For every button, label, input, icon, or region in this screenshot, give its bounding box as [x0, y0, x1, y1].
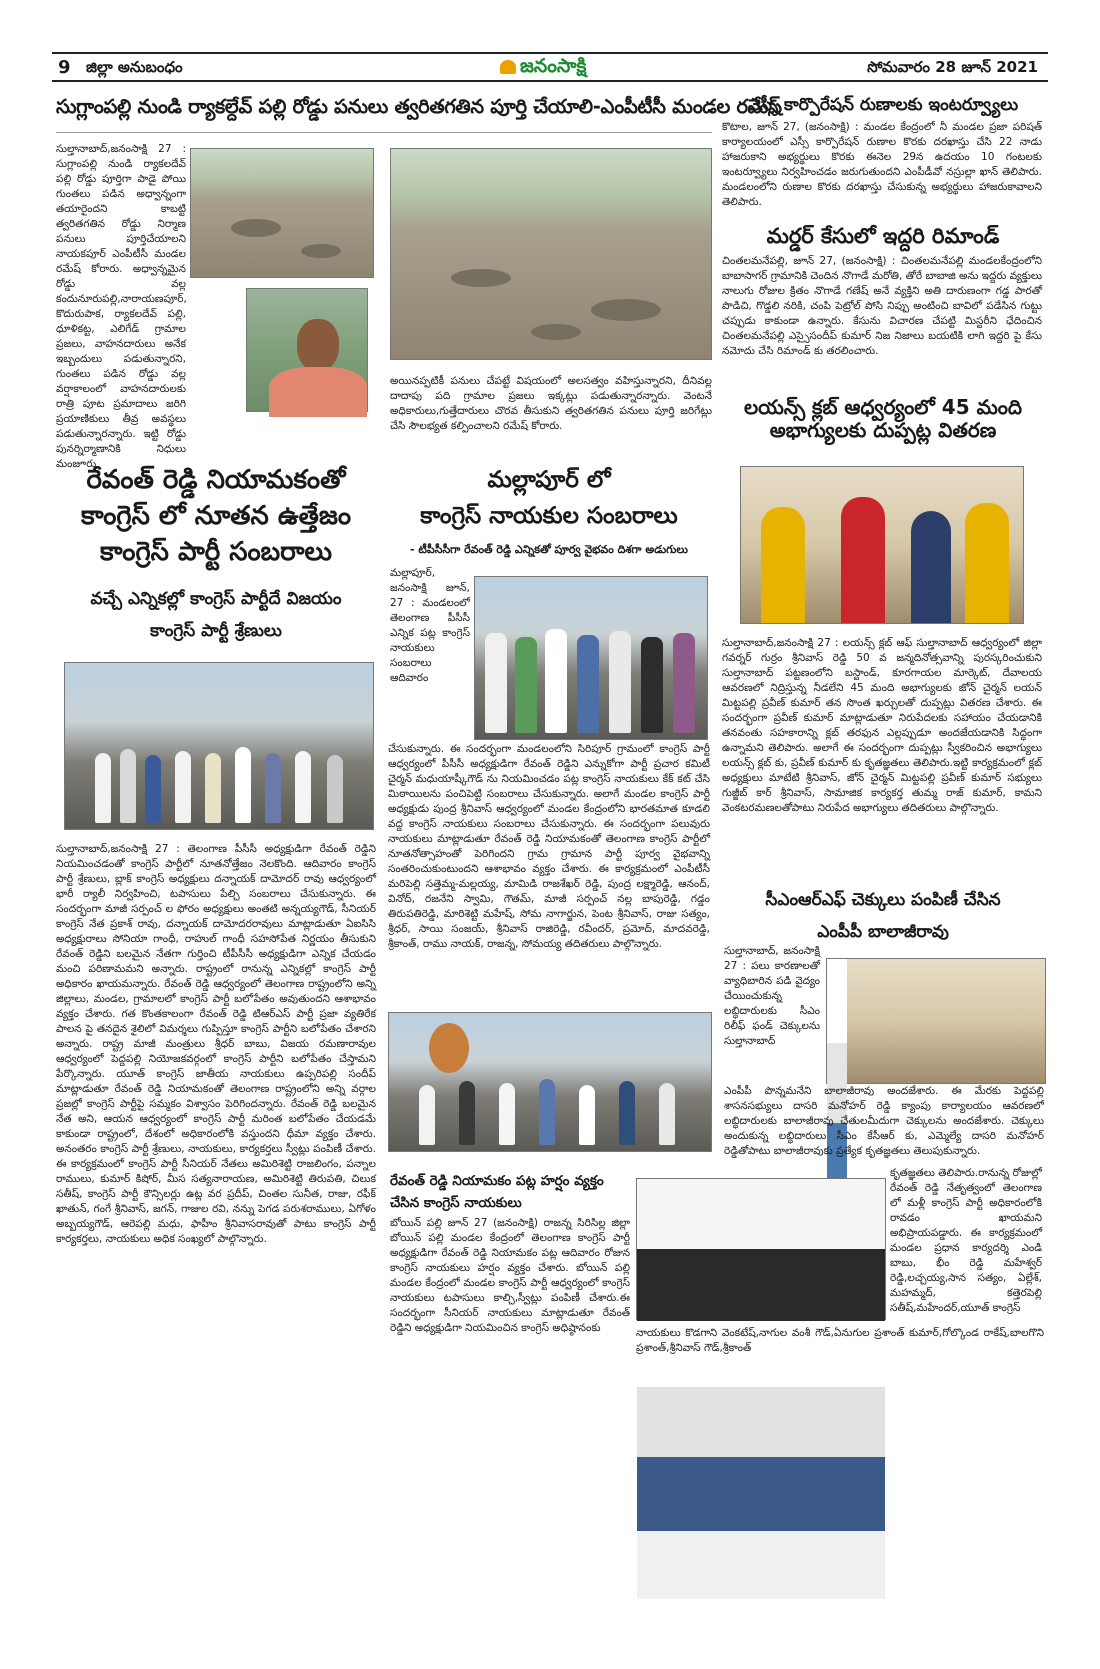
person [619, 1081, 635, 1145]
pothole [301, 244, 341, 258]
person-lions-vest [965, 503, 1009, 623]
person [577, 635, 599, 733]
page-number: 9 [58, 57, 71, 78]
person [295, 751, 311, 823]
story1-body-col1-cont [56, 292, 242, 442]
person [459, 1081, 475, 1145]
person [499, 1083, 515, 1145]
story7-headline-line: ఎంపీపీ బాలాజీరావు [817, 922, 949, 942]
story7-body: ఎంపీపీ పొన్నమనేని బాలాజీరావు అందజేశారు. ఈ మేరకు పెద్దపల్లి శాసనసభ్యులు దాసరి మనోహర్ రెడ్డి క్యాంపు కార్యాలయం ఆవరణలో లబ్ధిదారులకు బాలాజీరావు చేతులమీదుగా చెక్కులను అందజేశారు. చెక్కులు అందుకున్న లబ్ధిదారులు సీఎం కేసీఆర్ కు, ఎమ్మెల్యే దాసరి మనోహర్ రెడ్డితోపాటు బాలాజీరావుకు ప్రత్యేక కృతజ్ఞతలు తెలుపుకున్నారు. [724, 1085, 1044, 1157]
person [637, 1387, 885, 1457]
story8-celebration-photo [636, 1178, 886, 1320]
person-lions-vest [761, 507, 805, 623]
person [637, 1179, 885, 1249]
person [419, 1085, 435, 1145]
story1-road-photo-small [190, 148, 374, 278]
story3-headline: మర్డర్ కేసులో ఇద్దరి రిమాండ్ [766, 224, 1000, 248]
story6-body: చేసుకున్నారు. ఈ సందర్భంగా మండలంలోని సిరిపూర్ గ్రామంలో కాంగ్రెస్ పార్టీ ఆధ్వర్యంలో పీసీసీ అధ్యక్షుడిగా రేవంత్ రెడ్డిని ఎన్నుకోగా పార్టీ ప్రచార కమిటీ చైర్మన్ మధుయాష్కీగౌడ్ ను నియమించడం పట్ల కాంగ్రెస్ నాయకులు కేక్ కట్ చేసి మిఠాయిలను పంచిపెట్టి సంబరాలు చేసుకున్నారు. అలాగే మండల కాంగ్రెస్ పార్టీ అధ్యక్షుడు పుంద్ర శ్రీనివాస్ ఆధ్వర్యంలో మండల కేంద్రంలోని భారతమాత కూడలి వద్ద కాంగ్రెస్ నాయకులు సంబరాలు చేసుకున్నారు. ఈ సందర్భంగా పలువురు నాయకులు మాట్లాడుతూ రేవంత్ రెడ్డి నియామకంతో తెలంగాణ కాంగ్రెస్ పార్టీలో నూతనోత్సాహంతో పెరిగిందని గ్రామ గ్రామాన పార్టీ పూర్వ వైభవాన్ని సంతరించుకుంటుందని ఆశాభావం వ్యక్తం చేశారు. ఈ కార్యక్రమంలో ఎంపీటీసీ మరిపెల్లి సత్తెమ్మ-మల్లయ్య, మామిడి రాజశేఖర్ రెడ్డి, పుంద్ర లక్ష్మారెడ్డి, ఆనంద్, వినోద్, రజనేని స్వామి, గౌతమ్, మాజీ సర్పంచ్ నల్ల బాపురెడ్డి, గడ్డం తిరుపతిరెడ్డి, మారిశెట్టి మహేష్, సోమ నాగార్జున, పెంట శ్రీనివాస్, రాజు సత్యం, శ్రీధర్, సాయి సంజయ్, శ్రీనివాస్ రాజిరెడ్డి, రవీందర్, ప్రమోద్, మాదవరెడ్డి, శ్రీకాంత్, రాము నాయక్, రాజన్న, సోమయ్య తదితరులు పాల్గొన్నారు. [388, 743, 710, 950]
person [673, 633, 695, 733]
person [539, 1079, 555, 1145]
story6-rally-photo [388, 1012, 712, 1152]
story1-body-col1: సుల్తానాబాద్,జనంసాక్షి 27 : సుగ్లాంపల్లి నుండి ర్యాకలదేవ్ పల్లి రోడ్డు పూర్తిగా పాడై పోయి గుంతలు పడిన అధ్వాన్నంగా తయారైందని కాబట్టి త్వరితగతిన రోడ్డు నిర్మాణ పనులు పూర్తిచేయాలని నాయకపూర్ ఎంపీటీసీ మండల రమేష్ కోరారు. అధ్వాన్నమైన రోడ్డు వల్ల కందునూరుపల్లి,నారాయణపూర్, కొదురుపాక, ర్యాకలదేవ్ పల్లి, ధూళికట్ట, ఎలిగేడ్ గ్రామాల ప్రజలు, వాహనదారులు అనేక ఇబ్బందులు పడుతున్నారని, గుంతలు పడిన రోడ్డు వల్ల వర్షాకాలంలో వాహనదారులకు రాత్రి పూట ప్రమాదాలు జరిగి ప్రయాణికులు తీవ్ర అవస్థలు పడుతున్నారన్నారు. ఇట్టి రోడ్డు పునర్నిర్మాణానికి నిధులు మంజూరు [56, 143, 187, 470]
person [609, 631, 631, 733]
story2-headline: ఎస్సీ కార్పొరేషన్ రుణాలకు ఇంటర్వ్యూలు [747, 95, 1019, 115]
story8-body-right: కృతజ్ఞతలు తెలిపారు.రానున్న రోజుల్లో రేవంత్ రెడ్డి నేతృత్వంలో తెలంగాణ లో మళ్లీ కాంగ్రెస్ పార్టీ అధికారంలోకి రావడం ఖాయమని అభిప్రాయపడ్డారు. ఈ కార్యక్రమంలో మండల ప్రధాన కార్యదర్శి ఎండి బాబు, భీం రెడ్డి మహేశ్వర్ రెడ్డి,లచ్చయ్య,సాన సత్యం, ఏల్లేశ్, మహమ్మద్, కత్తెరపెల్లి సతీష్,మహేందర్,యూత్ కాంగ్రెస్ [890, 1167, 1042, 1314]
story8-headline-line: రేవంత్ రెడ్డి నియామకం పట్ల హర్షం వ్యక్తం [390, 1173, 604, 1189]
story5-subhead2: కాంగ్రెస్ పార్టీ శ్రేణులు [150, 621, 282, 641]
story5-headline-line: కాంగ్రెస్ పార్టీ సంబరాలు [100, 537, 332, 567]
story7-headline-line: సీఎంఆర్ఎఫ్ చెక్కులు పంపిణీ చేసిన [765, 890, 1001, 910]
issue-date: సోమవారం 28 జూన్ 2021 [867, 58, 1038, 76]
pothole [531, 324, 581, 340]
story5-subhead1: వచ్చే ఎన్నికల్లో కాంగ్రెస్ పార్టీదే విజయం [90, 589, 342, 609]
story6-cake-celebration-photo [474, 576, 708, 740]
person [265, 753, 281, 823]
story6-headline-line: మల్లాపూర్ లో [487, 467, 611, 493]
story1-road-photo-large [390, 148, 712, 360]
person [145, 755, 161, 823]
story5-body: సుల్తానాబాద్,జనంసాక్షి 27 : తెలంగాణ పీసీసీ అధ్యక్షుడిగా రేవంత్ రెడ్డిని నియమించడంతో కాంగ్రెస్ పార్టీలో నూతనోత్తేజం నెలకొంది. ఆదివారం కాంగ్రెస్ పార్టీ శ్రేణులు, బ్లాక్ కాంగ్రెస్ అధ్యక్షులు దన్నాయక్ దామోదర్ రావు ఆధ్వర్యంలో భారీ ర్యాలీ నిర్వహించి, టపాసులు పేల్చి సంబరాలు చేసుకున్నారు. ఈ సందర్భంగా మాజీ సర్పంచ్ ల ఫోరం అధ్యక్షులు అంతటి అన్నయ్యగౌడ్, సీనియర్ కాంగ్రెస్ నేత ప్రకాశ్ రావు, దన్నాయక్ దామోదరరావులు మాట్లాడుతూ ఏఐసిసి అధ్యక్షురాలు సోనియా గాంధీ, రాహుల్ గాంధీ సహసోపేత నిర్ణయం తీసుకుని రేవంత్ రెడ్డిని బలమైన నేతగా గుర్తించి టీపీసీసీ అధ్యక్షుడిగా ఎన్నిక చేయడం మంచి పరిణామమని అన్నారు. రాష్ట్రంలో రానున్న ఎన్నికల్లో కాంగ్రెస్ పార్టీ అధికారం ఖాయమన్నారు. రేవంత్ రెడ్డి ఆధ్వర్యంలో తెలంగాణ రాష్ట్రంలోని అన్ని జిల్లాలు, మండల, గ్రామాలలో కాంగ్రెస్ పార్టీ బలోపేతం అవుతుందని ఆశాభావం వ్యక్తం చేశారు. గత కొంతకాలంగా రేవంత్ రెడ్డి టిఆర్ఎస్ పార్టీ ప్రజా వ్యతిరేక పాలన పై తనదైన శైలిలో విమర్శలు గుప్పిస్తూ కాంగ్రెస్ పార్టీని బలోపేతం చేశారని అన్నారు. రాష్ట్ర మాజీ మంత్రులు శ్రీధర్ బాబు, విజయ రమణారావుల ఆధ్వర్యంలో పెద్దపల్లి నియోజకవర్గంలో కాంగ్రెస్ పార్టీని బలోపేతం చేస్తామని పేర్కొన్నారు. యూత్ కాంగ్రెస్ జాతీయ నాయకులు ఉప్పరిపల్లి సందీప్ మాట్లాడుతూ రేవంత్ రెడ్డి నియామకంతో తెలంగాణ రాష్ట్రంలోని అన్ని వర్గాల ప్రజల్లో కాంగ్రెస్ పార్టీపై సమ్మకం విశ్వాసం పెరిగిందన్నారు. రేవంత్ రెడ్డి బలమైన నేత అని, ఆయన ఆధ్వర్యంలో కాంగ్రెస్ పార్టీ మరింత బలోపేతం చేయడమే కాకుండా రాష్ట్రంలో, దేశంలో అధికారంలోకి వస్తుందని ధీమా వ్యక్తం చేశారు. అనంతరం కాంగ్రెస్ పార్టీ శ్రేణులు, నాయకులు, కార్యకర్తలు స్వీట్లు పంపిణీ చేశారు. ఈ కార్యక్రమంలో కాంగ్రెస్ పార్టీ సీనియర్ నేతలు అమిరిశెట్టి రాజలింగం, పన్నాల రాములు, కుమార్ కిషోర్, మీస సత్యనారాయణ, అమిరిశెట్టి తిరుపతి, చిలుక సతీష్, కాంగ్రెస్ పార్టీ కౌన్సిలర్లు ఉట్ల వర ప్రదీప్, చింతల సునీత, రాజు, రఫీక్ ఖాతున్, గంగే శ్రీనివాస్, జగన్, గాజుల రవి, నన్ను పెగడ పరుశరాములు, ఏగోళం అబ్బయ్యగౌడ్, ఆరెపల్లి మధు, ఫాహీం శ్రీనివాసరావుతో పాటు కాంగ్రెస్ పార్టీ కార్యకర్తలు, నాయకులు అధిక సంఖ్యలో పాల్గొన్నారు. [56, 843, 376, 1245]
story5-headline-line: కాంగ్రెస్ లో నూతన ఉత్తేజం [80, 501, 352, 531]
newspaper-logo [500, 55, 586, 82]
person [235, 747, 251, 823]
story4-headline: లయన్స్ క్లబ్ ఆధ్వర్యంలో 45 మంది అభాగ్యులకు దుప్పట్ల వితరణ [743, 395, 1023, 442]
person [659, 1083, 675, 1145]
person [827, 959, 847, 1043]
sun-logo-icon [500, 60, 516, 74]
person [120, 749, 136, 823]
story2-body: కొటాల, జూన్ 27, (జనంసాక్షి) : మండల కేంద్రంలో నీ మండల ప్రజా పరిషత్ కార్యాలయంలో ఎస్సీ కార్పొరేషన్ రుణాల కొరకు దరఖాస్తు చేసి 22 నాడు హాజరుకాని అభ్యర్థులు కొరకు ఈనెల 29న ఉదయం 10 గంటలకు ఇంటర్వ్యూలు నిర్వహించడం జరుగుతుందని ఎంపీడీవో నస్రుల్లా ఖాన్ తెలిపారు. మండలంలోని రుణాల కొరకు దరఖాస్తు చేసుకున్న అభ్యర్థులు హాజరుకావాలని తెలిపారు. [722, 121, 1042, 208]
story5-rally-photo [64, 662, 374, 830]
story3-body: చింతలమనేపల్లి, జూన్ 27, (జనంసాక్షి) : చింతలమనేపల్లి మండలకేంద్రంలోని బాబాసాగర్ గ్రామానికి చెందిన నొగాడే మరోతి, తోరే బాబాజి అను ఇద్దరు వ్యక్తులు నాలుగు రోజుల క్రితం నొగాడే గణేష్ అనే వ్యక్తిని అతి దారుణంగా గడ్డ పారతో పొడిచి, గొడ్డలి నరికి, చంపి పెట్రోల్ పోసి నిప్పు అంటించి బావిలో పడేసిన గుట్టు చప్పుడు కాకుండా ఉన్నారు. కేసును విచారణ చేపట్టి మిస్టరీని ఛేదించిన చింతలమనేపల్లి ఎస్సైసందీప్ కుమార్ నిజ నిజాలు బయటికి లాగి ఇద్దరి పై కేసు నమోదు చేసి రిమాండ్ కు తరలించారు. [722, 255, 1042, 357]
story1-body-col2: అయినప్పటికీ పనులు చేపట్టే విషయంలో అలసత్వం వహిస్తున్నారని, దీనివల్ల దాదాపు పది గ్రామాల ప్రజలు ఇక్కట్లు పడుతున్నారన్నారు. వెంటనే అధికారులు,గుత్తేదారులు చొరవ తీసుకుని త్వరితగతిన పనులు పూర్తి జరిగేట్లు చేసి సౌలభ్యత కల్పించాలని రమేష్ కోరారు. [390, 375, 712, 432]
person [95, 753, 111, 823]
story7-headline [722, 884, 1044, 948]
story4-body: సుల్తానాబాద్,జనంసాక్షి 27 : లయన్స్ క్లబ్ ఆఫ్ సుల్తానాబాద్ ఆధ్వర్యంలో జిల్లా గవర్నర్ గుర్రం శ్రీనివాస్ రెడ్డి 50 వ జన్మదినోత్సవాన్ని పురస్కరించుకుని సుల్తానాబాద్ పట్టణంలోని బస్టాండ్, కూరగాయల మార్కెట్, దేవాలయ ఆవరణలో నిద్రిస్తున్న నీడలేని 45 మంది అభాగ్యులకు జోన్ చైర్మన్ లయన్ మిట్టపల్లి ప్రవీణ్ కుమార్ తన సొంత ఖర్చులతో దుప్పట్లు వితరణ చేశారు. ఈ సందర్భంగా ప్రవీణ్ కుమార్ మాట్లాడుతూ నిరుపేదలకు సహాయం చేయడానికి తనవంతు సహకారాన్ని క్లబ్ తరఫున ఎల్లప్పుడూ అందజేయడానికి సిద్ధంగా ఉన్నామని తెలిపారు. అలాగే ఈ సందర్భంగా దుప్పట్లు స్వీకరించిన అభాగ్యులు లయన్స్ క్లబ్ కు, ప్రవీణ్ కుమార్ కు కృతజ్ఞతలు తెలిపారు.ఇట్టి కార్యక్రమంలో క్లబ్ అధ్యక్షులు మాటేటి శ్రీనివాస్, జోన్ చైర్మన్ మిట్టపల్లి ప్రవీణ్ కుమార్ సభ్యులు గుజ్జీబ్ కార్ శ్రీనివాస్, సామాజిక కార్యకర్త తుమ్మ రాజ్ కుమార్, కామని వెంకటరమణలతోపాటు నిరుపేద అభాగ్యులు తదితరులు పాల్గొన్నారు. [722, 637, 1042, 814]
person [637, 1531, 885, 1599]
story5-headline [56, 462, 376, 570]
story6-subhead: - టీపీసీసీగా రేవంత్ రెడ్డి ఎన్నికతో పూర్వ వైభవం దిశగా అడుగులు [410, 543, 688, 556]
story1-mptc-portrait [246, 288, 368, 412]
person-saree [841, 497, 885, 623]
person [637, 1249, 885, 1321]
statue [429, 1023, 469, 1073]
story7-body-intro: సుల్తానాబాద్, జనంసాక్షి 27 : పలు కారణాలతో వ్యాధిబారిన పడి వైద్యం చేయించుకున్న లబ్ధిదారులకు సీఎం రిలీఫ్ ఫండ్ చెక్కులను సుల్తానాబాద్ [724, 945, 820, 1047]
person [637, 1457, 885, 1531]
person [545, 629, 567, 733]
person [579, 1085, 595, 1145]
pothole [591, 299, 661, 321]
section-name: జిల్లా అనుబంధం [86, 58, 183, 76]
story8-body-bottom: నాయకులు కొడగాని వెంకటేష్,నాగుల వంశీ గౌడ్,ఏనుగుల ప్రశాంత్ కుమార్,గోల్కొండ రాకేష్,బాలగొని ప్రశాంత్,శ్రీనివాస్ గౌడ్,శ్రీకాంత్ [636, 1327, 1044, 1354]
logo-text: జనంసాక్షి [520, 55, 587, 77]
story8-headline-line: చేసిన కాంగ్రెస్ నాయకులు [390, 1195, 522, 1211]
person [175, 751, 191, 823]
person [205, 753, 221, 823]
person [515, 637, 537, 733]
story6-headline-line: కాంగ్రెస్ నాయకుల సంబరాలు [420, 503, 678, 529]
story4-blanket-distribution-photo [740, 466, 1024, 624]
person-man [911, 511, 951, 623]
person [637, 1599, 885, 1669]
portrait-face [297, 319, 339, 371]
pothole [231, 219, 281, 237]
pothole [451, 269, 511, 287]
story7-cheque-handover-photo [826, 958, 1046, 1084]
person [327, 755, 343, 823]
story1-headline: సుగ్లాంపల్లి నుండి ర్యాకల్దేవ్ పల్లి రోడ్డు పనులు త్వరితగతిన పూర్తి చేయాలి-ఎంపీటీసీ మండల రమేష్ [56, 95, 782, 118]
portrait-shirt [269, 367, 367, 417]
story1-rule [56, 132, 712, 133]
story5-headline-line: రేవంత్ రెడ్డి నియామకంతో [86, 465, 346, 495]
story8-headline [390, 1170, 630, 1214]
person [641, 637, 663, 733]
story6-body-intro: మల్లాపూర్, జనంసాక్షి జూన్, 27 : మండలంలో తెలంగాణ పీసీసీ ఎన్నిక పట్ల కాంగ్రెస్ నాయకులు సంబరాలు ఆదివారం [390, 567, 470, 684]
story6-headline [388, 462, 710, 534]
masthead [52, 52, 1048, 82]
story8-body: బోయిన్ పల్లి జూన్ 27 (జనంసాక్షి) రాజన్న సిరిసిల్ల జిల్లా బోయిన్ పల్లి మండల కేంద్రంలో తెలంగాణ కాంగ్రెస్ పార్టీ అధ్యక్షుడిగా రేవంత్ రెడ్డి నియామకం పట్ల ఆదివారం రోజున కాంగ్రెస్ నాయకులు హర్షం వ్యక్తం చేశారు. బోయిన్ పల్లి మండల కేంద్రంలో మండల కాంగ్రెస్ పార్టీ ఆధ్వర్యంలో కాంగ్రెస్ నాయకులు టపాసులు కాల్చి,స్వీట్లు పంపిణీ చేశారు.ఈ సందర్భంగా సీనియర్ నాయకులు మాట్లాడుతూ రేవంత్ రెడ్డిని అధ్యక్షుడిగా నియమించిన కాంగ్రెస్ అధిష్ఠానంకు [390, 1217, 630, 1334]
person [485, 633, 507, 733]
